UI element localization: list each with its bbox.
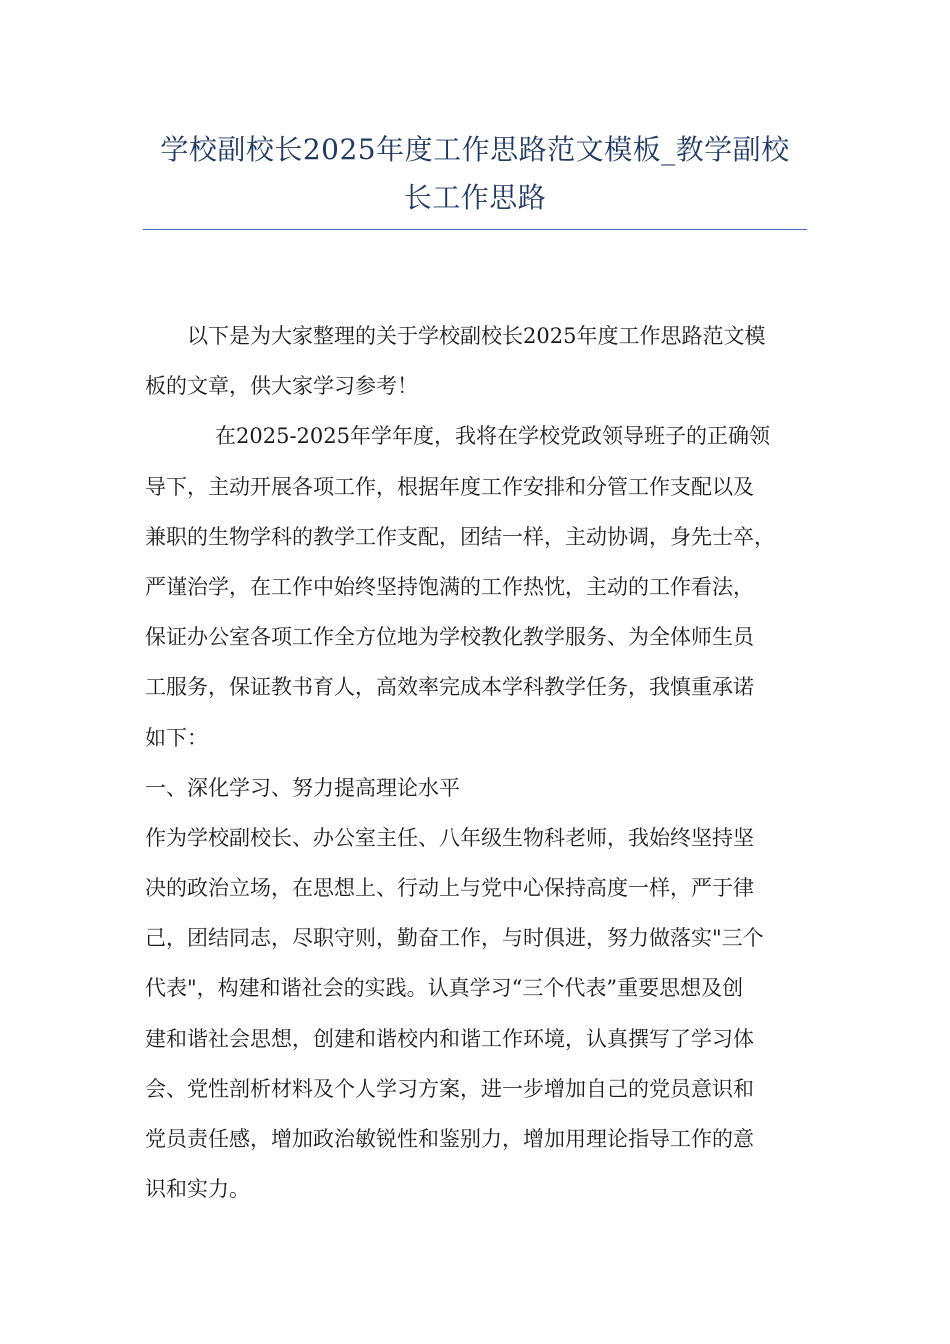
text-line: 严谨治学，在工作中始终坚持饱满的工作热忱，主动的工作看法， — [145, 574, 754, 599]
text-line: 建和谐社会思想，创建和谐校内和谐工作环境，认真撰写了学习体 — [145, 1026, 754, 1051]
text-line: 决的政治立场，在思想上、行动上与党中心保持高度一样，严于律 — [145, 876, 754, 901]
text-line: 己，团结同志，尽职守则，勤奋工作，与时俱进，努力做落实"三个 — [145, 926, 764, 951]
text-line: 兼职的生物学科的教学工作支配，团结一样，主动协调，身先士卒， — [145, 524, 775, 549]
text-line: 会、党性剖析材料及个人学习方案，进一步增加自己的党员意识和 — [145, 1076, 754, 1101]
title-divider — [143, 229, 807, 230]
document-title — [143, 126, 807, 222]
text-line: 工服务，保证教书育人，高效率完成本学科教学任务，我慎重承诺 — [145, 675, 754, 700]
text-line: 作为学校副校长、办公室主任、八年级生物科老师，我始终坚持坚 — [145, 825, 754, 850]
title-line: 学校副校长2025年度工作思路范文模板_教学副校 — [160, 133, 790, 166]
text-line: 保证办公室各项工作全方位地为学校教化教学服务、为全体师生员 — [145, 625, 754, 650]
text-line: 以下是为大家整理的关于学校副校长2025年度工作思路范文模 — [187, 324, 766, 348]
text-line: 识和实力。 — [145, 1177, 250, 1202]
text-line: 党员责任感，增加政治敏锐性和鉴别力，增加用理论指导工作的意 — [145, 1127, 754, 1151]
paragraph-study — [145, 813, 815, 1215]
title-line: 长工作思路 — [403, 181, 547, 214]
section-heading: 一、深化学习、努力提高理论水平 — [145, 775, 460, 800]
text-line: 如下： — [145, 725, 208, 750]
text-line: 在2025-2025年学年度，我将在学校党政领导班子的正确领 — [215, 424, 770, 449]
paragraph-commitment — [145, 411, 815, 762]
text-line: 板的文章，供大家学习参考！ — [145, 374, 418, 399]
intro-paragraph — [145, 311, 815, 411]
document-body — [145, 311, 815, 1214]
text-line: 代表"，构建和谐社会的实践。认真学习“三个代表”重要思想及创 — [145, 976, 744, 1001]
text-line: 导下，主动开展各项工作，根据年度工作安排和分管工作支配以及 — [145, 474, 754, 499]
